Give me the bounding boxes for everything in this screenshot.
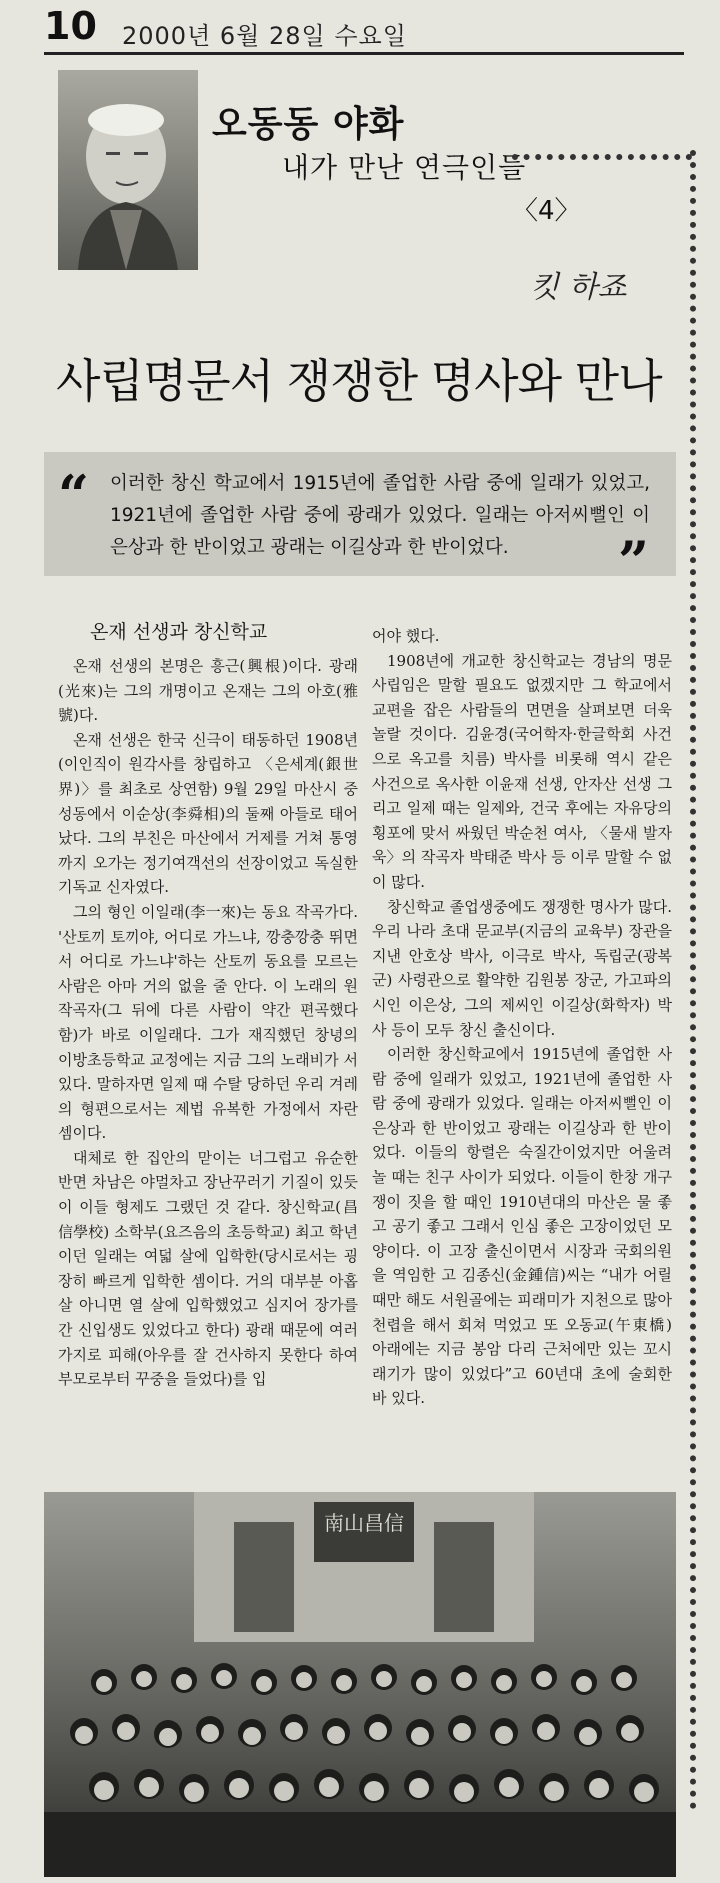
header-rule bbox=[44, 52, 684, 55]
author-portrait bbox=[58, 70, 198, 270]
body-paragraph: 대체로 한 집안의 맏이는 너그럽고 유순한 반면 차남은 야멀차고 장난꾸러기 기질이 있듯이 이들 형제도 그랬던 것 같다. 창신학교(昌信學校) 소학부(요즈음의 초등학교) 최고 학년이던 일래는 여덟 살에 입학한(당시로서는 굉장히 빠르게 입학한 셈이다. 거의 대부분 아홉 살 아니면 열 살에 입학했었고 심지어 장가를 간 신입생도 있었다고 한다) 광래 때문에 여러 가지로 피해(아우를 잘 건사하지 못한다 하여 부모로부터 꾸중을 들었다)를 입 bbox=[58, 1148, 358, 1389]
body-paragraph: 이러한 창신학교에서 1915년에 졸업한 사람 중에 일래가 있었고, 1921년에 졸업한 사람 중에 광래가 있었다. 일래는 아저씨뻘인 이은상과 한 반이었고 광래는 이길상과 한 반이었다. 이들의 항렬은 숙질간이었지만 어울려 놀 때는 친구 사이가 되었다. 이들이 한창 개구쟁이 짓을 할 때인 1910년대의 마산은 물 좋고 공기 좋고 그래서 인심 좋은 고장이었던 모양이다. 이 고장 출신이면서 시장과 국회의원을 역임한 고 김종신(金鍾信)씨는 “내가 어릴 때만 해도 서원골에는 피래미가 지천으로 많아 천렵을 해서 회쳐 먹었고 또 오동교(午東橋) 아래에는 지금 봉암 다리 근처에만 있는 꼬시래기가 많이 있었다”고 60년대 초에 술회한 바 있다. bbox=[372, 1045, 672, 1408]
body-paragraph: 그의 형인 이일래(李一來)는 동요 작곡가다. '산토끼 토끼야, 어디로 가느냐, 깡충깡충 뛰면서 어디로 가느냐'하는 산토끼 동요를 모르는 사람은 아마 거의 없을 줄 안다. 이 노래의 원 작곡자(그 뒤에 다른 사람이 약간 편곡했다 함)가 바로 이일래다. 그가 재직했던 창녕의 이방초등학교 교정에는 지금 그의 노래비가 서 있다. 말하자면 일제 때 수탈 당하던 우리 겨레의 형편으로서는 제법 유복한 가정에서 자란 셈이다. bbox=[58, 902, 358, 1143]
school-sign: 南山昌信 bbox=[324, 1511, 404, 1535]
body-paragraph: 1908년에 개교한 창신학교는 경남의 명문 사립임은 말할 필요도 없겠지만 그 학교에서 교편을 잡은 사람들의 면면을 살펴보면 더욱 놀랄 것이다. 김윤경(국어학자·한글학회 사건으로 옥고를 치름) 박사를 비롯해 역시 같은 사건으로 옥사한 이윤재 선생, 안자산 선생 그리고 일제 때는 일제와, 건국 후에는 자유당의 횡포에 맞서 싸웠던 박순천 여사, 〈물새 발자욱〉의 작곡자 박태준 박사 등 이루 말할 수 없이 많다. bbox=[372, 651, 672, 891]
article-headline: 사립명문서 쟁쟁한 명사와 만나 bbox=[56, 354, 662, 408]
series-installment-number: 〈4〉 bbox=[512, 196, 581, 226]
page-number: 10 bbox=[44, 4, 97, 48]
publication-date: 2000년 6월 28일 수요일 bbox=[122, 22, 407, 50]
author-signature: 킷 하죠 bbox=[530, 270, 627, 305]
close-quote-icon: ” bbox=[618, 529, 650, 593]
series-title: 오동동 야화 bbox=[212, 104, 405, 145]
pull-quote-paragraph: 이러한 창신 학교에서 1915년에 졸업한 사람 중에 일래가 있었고, 1921년에 졸업한 사람 중에 광래가 있었다. 일래는 아저씨뻘인 이은상과 한 반이었고 광래는 이길상과 한 반이었다. bbox=[110, 473, 650, 558]
decorative-dotted-rule-vertical bbox=[690, 150, 696, 1810]
portrait-image bbox=[58, 70, 198, 270]
series-subtitle: 내가 만난 연극인들 bbox=[282, 151, 527, 184]
article-column-left bbox=[58, 654, 358, 1392]
decorative-dotted-rule-horizontal bbox=[512, 154, 692, 160]
body-paragraph-continuation: 어야 했다. bbox=[372, 627, 440, 645]
group-photo-image bbox=[44, 1492, 676, 1877]
article-column-right bbox=[372, 624, 672, 1411]
body-paragraph: 온재 선생의 본명은 흥근(興根)이다. 광래(光來)는 그의 개명이고 온재는 그의 아호(雅號)다. bbox=[58, 657, 358, 725]
body-paragraph: 온재 선생은 한국 신극이 태동하던 1908년(이인직이 원각사를 창립하고 〈은세계(銀世界)〉를 최초로 상연함) 9월 29일 마산시 중성동에서 이순상(李舜相)의 둘째 아들로 태어났다. 그의 부친은 마산에서 거제를 거쳐 통영까지 오가는 정기여객선의 선장이었고 독실한 기독교 신자였다. bbox=[58, 730, 358, 897]
pull-quote-text bbox=[110, 468, 650, 564]
school-group-photo bbox=[44, 1492, 676, 1877]
body-paragraph: 창신학교 졸업생중에도 쟁쟁한 명사가 많다. 우리 나라 초대 문교부(지금의 교육부) 장관을 지낸 안호상 박사, 이극로 박사, 독립군(광복군) 사령관으로 활약한 김원봉 장군, 가고파의 시인 이은상, 그의 제씨인 이길상(화학자) 박사 등이 모두 창신 출신이다. bbox=[372, 897, 672, 1039]
open-quote-icon: “ bbox=[58, 463, 90, 527]
section-heading: 온재 선생과 창신학교 bbox=[90, 621, 268, 643]
